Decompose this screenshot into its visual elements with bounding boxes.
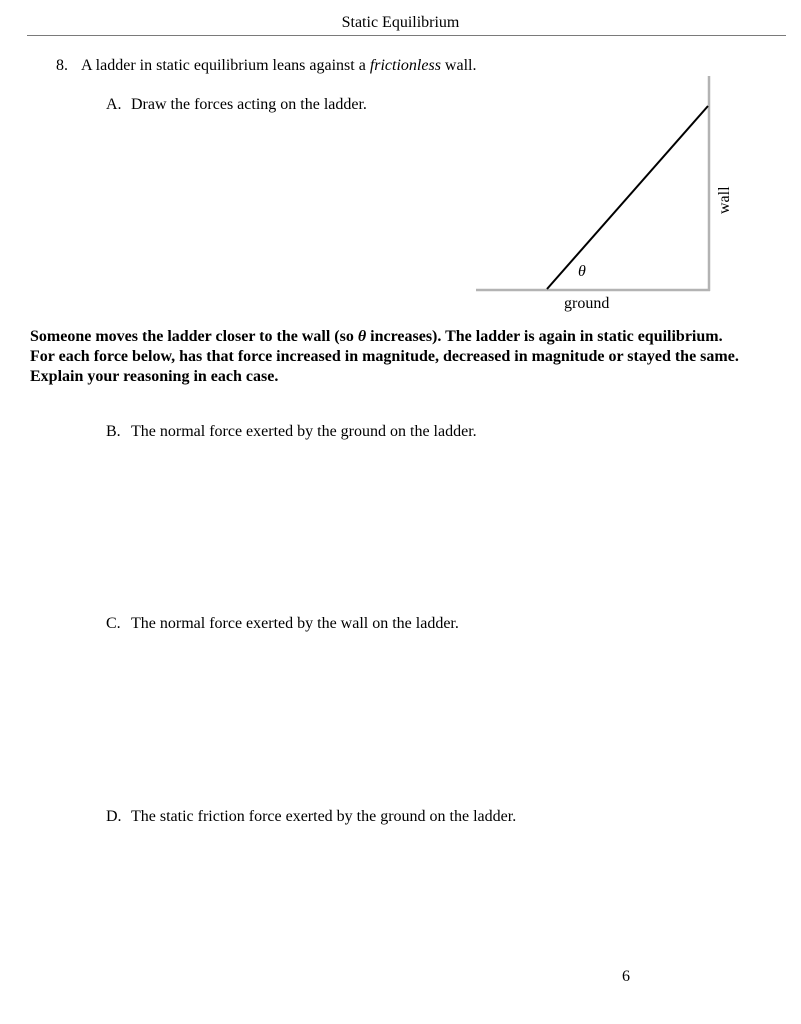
ground-label: ground (564, 295, 610, 312)
instructions-line-1-before: Someone moves the ladder closer to the wall (so (30, 328, 358, 345)
part-b-text: The normal force exerted by the ground on the ladder. (131, 423, 477, 440)
wall-label: wall (716, 186, 733, 214)
instructions-line-2: For each force below, has that force increased in magnitude, decreased in magnitude or stayed the same. (30, 348, 739, 365)
angle-theta-label: θ (578, 263, 586, 280)
page-header-title: Static Equilibrium (341, 14, 460, 31)
instructions-line-3: Explain your reasoning in each case. (30, 368, 279, 385)
ladder-line (547, 106, 708, 289)
part-c (106, 615, 459, 633)
ladder-diagram (0, 0, 801, 330)
instructions-theta: θ (357, 328, 367, 345)
part-a-text: Draw the forces acting on the ladder. (131, 96, 367, 113)
part-d (106, 808, 516, 826)
part-d-text: The static friction force exerted by the ground on the ladder. (131, 808, 517, 825)
question-number: 8. (56, 57, 68, 74)
part-a-letter: A. (106, 96, 122, 113)
part-c-letter: C. (106, 615, 121, 632)
question-text-italic: frictionless (369, 57, 441, 74)
part-d-letter: D. (106, 808, 122, 825)
instructions (30, 327, 790, 387)
question-text-after: wall. (440, 57, 477, 74)
instructions-line-1 (30, 327, 790, 347)
instructions-line-1-after: increases). The ladder is again in static equilibrium. (366, 328, 723, 345)
part-c-text: The normal force exerted by the wall on the ladder. (131, 615, 459, 632)
page-number: 6 (622, 968, 630, 985)
part-b (106, 423, 477, 441)
question-text-before: A ladder in static equilibrium leans against a (81, 57, 370, 74)
part-b-letter: B. (106, 423, 121, 440)
